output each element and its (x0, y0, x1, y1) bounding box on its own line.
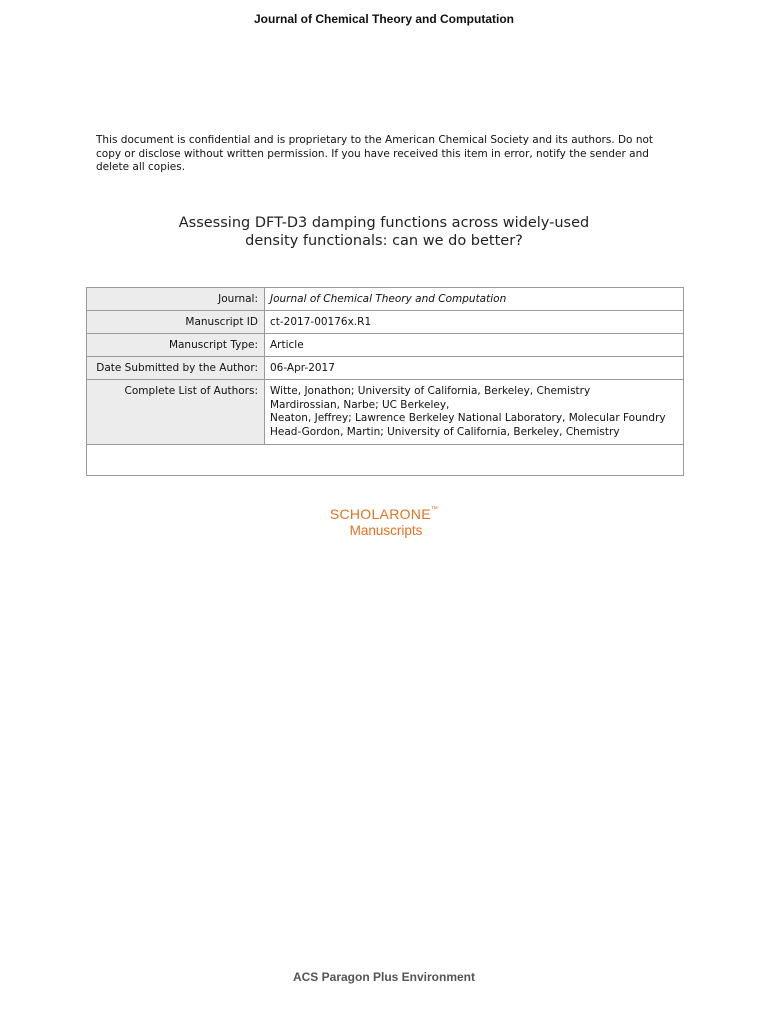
logo-trademark: ™ (430, 506, 439, 513)
manuscript-id-label: Manuscript ID (87, 311, 265, 333)
logo-wordmark (0, 506, 768, 522)
manuscript-type-value: Article (270, 339, 304, 351)
authors-list (265, 380, 683, 444)
journal-row (87, 288, 683, 311)
date-submitted-value: 06-Apr-2017 (270, 362, 335, 374)
notice-line: delete all copies. (96, 161, 186, 173)
empty-cell (265, 445, 683, 475)
date-submitted-row (87, 357, 683, 380)
manuscript-type-label: Manuscript Type: (87, 334, 265, 356)
author-entry: Mardirossian, Narbe; UC Berkeley, (270, 398, 450, 411)
date-submitted-label: Date Submitted by the Author: (87, 357, 265, 379)
empty-row (87, 445, 683, 475)
confidentiality-notice (96, 134, 676, 175)
manuscript-type-row (87, 334, 683, 357)
page-footer: ACS Paragon Plus Environment (292, 970, 476, 984)
manuscript-title (0, 214, 768, 250)
author-entry: Witte, Jonathon; University of California, Berkeley, Chemistry (270, 385, 591, 397)
authors-row (87, 380, 683, 445)
author-entry: Neaton, Jeffrey; Lawrence Berkeley National Laboratory, Molecular Foundry (270, 412, 666, 424)
manuscript-details-table (86, 287, 684, 476)
running-header: Journal of Chemical Theory and Computation (253, 12, 515, 26)
manuscript-id-value: ct-2017-00176x.R1 (270, 316, 372, 328)
author-entry: Head-Gordon, Martin; University of California, Berkeley, Chemistry (270, 425, 620, 438)
empty-cell (87, 445, 265, 475)
notice-line: copy or disclose without written permission. If you have received this item in error, notify the sender and (96, 147, 649, 160)
journal-value: Journal of Chemical Theory and Computation (270, 293, 507, 305)
authors-label: Complete List of Authors: (87, 380, 265, 444)
title-line: Assessing DFT-D3 damping functions across widely-used (178, 215, 590, 231)
notice-line: This document is confidential and is proprietary to the American Chemical Society and its authors. Do not (96, 134, 654, 146)
journal-label: Journal: (87, 288, 265, 310)
scholarone-logo (0, 506, 768, 538)
manuscript-id-row (87, 311, 683, 334)
logo-line1: SCHOLARONE (329, 506, 431, 522)
logo-line2: Manuscripts (349, 523, 423, 538)
title-line: density functionals: can we do better? (245, 233, 523, 249)
